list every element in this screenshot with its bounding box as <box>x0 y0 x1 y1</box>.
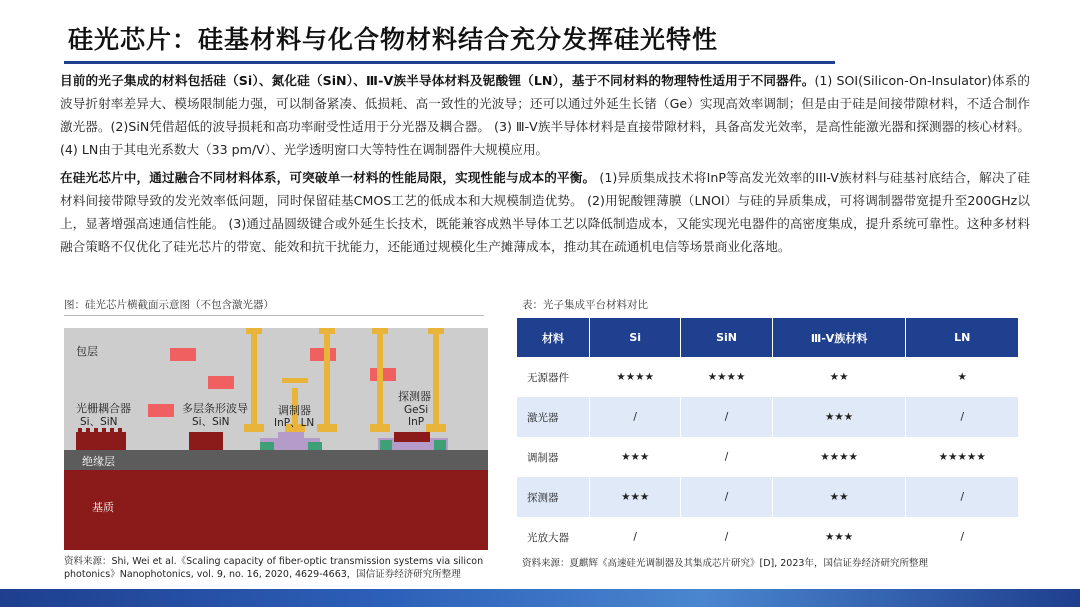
table-cell: ★★ <box>773 357 907 397</box>
silicon-photonic-cross-section-diagram <box>64 328 488 550</box>
table-header-cell: LN <box>906 318 1019 357</box>
table-cell: 光放大器 <box>517 517 590 557</box>
table-header-cell: 材料 <box>517 318 590 357</box>
modulator-rib <box>278 432 304 438</box>
table-cell: / <box>681 517 772 557</box>
table-caption: 表：光子集成平台材料对比 <box>522 299 648 311</box>
label-modulator: 调制器 <box>278 404 311 417</box>
table-header-cell: SiN <box>681 318 772 357</box>
waveguide-block <box>148 404 174 417</box>
modulator-contact-pad <box>308 442 322 450</box>
table-cell: / <box>906 517 1019 557</box>
label-multilayer-waveguide-material: Si、SiN <box>192 416 230 428</box>
table-cell: / <box>590 397 681 437</box>
label-insulator: 绝缘层 <box>82 455 115 468</box>
table-cell: / <box>590 517 681 557</box>
table-cell: / <box>681 397 772 437</box>
page-title: 硅光芯片：硅基材料与化合物材料结合充分发挥硅光特性 <box>68 25 719 54</box>
table-cell: / <box>681 477 772 517</box>
label-detector: 探测器 <box>398 390 431 403</box>
table-cell: ★★★ <box>773 517 907 557</box>
label-grating-coupler-material: Si、SiN <box>80 416 118 428</box>
figure-source: 资料来源：Shi, Wei et al.《Scaling capacity of fiber-optic transmission systems via silicon photonics》Nanophotonics, vol. 9, no. 16, 2020, 4629-4663，国信证券经济研究所整理 <box>64 556 484 580</box>
label-detector-material-1: GeSi <box>404 404 429 416</box>
table-cell: 激光器 <box>517 397 590 437</box>
fusion-body: (1)异质集成技术将InP等高发光效率的III-V族材料与硅基衬底结合，解决了硅材料间接带隙导致的发光效率低问题，同时保留硅基CMOS工艺的低成本和大规模制造优势。 (2)用铌酸锂薄膜（LNOI）与硅的异质集成，可将调制器带宽提升至200GHz以上，显著增强高速通信性能。 (3)通过晶圆级键合或外延生长技术，既能兼容成熟半导体工艺以降低制造成本，又能实现光电器件的高密度集成，提升系统可靠性。这种多材料融合策略不仅优化了硅光芯片的带宽、能效和抗干扰能力，还能通过规模化生产摊薄成本，推动其在疏通机电信等场景商业化落地。 <box>60 170 1030 254</box>
waveguide-block <box>208 376 234 389</box>
table-cell: ★★★★ <box>590 357 681 397</box>
table-cell: ★★★ <box>773 397 907 437</box>
table-cell: ★ <box>906 357 1019 397</box>
table-row <box>517 477 1019 517</box>
multilayer-waveguide-core <box>189 432 223 450</box>
table-cell: / <box>681 437 772 477</box>
table-cell: ★★★ <box>590 477 681 517</box>
table-cell: 探测器 <box>517 477 590 517</box>
detector-contact-pad <box>434 440 446 450</box>
intro-lead: 目前的光子集成的材料包括硅（Si）、氮化硅（SiN）、Ⅲ-Ⅴ族半导体材料及铌酸锂（LN），基于不同材料的物理特性适用于不同器件。 <box>60 73 815 88</box>
waveguide-block <box>170 348 196 361</box>
table-row <box>517 517 1019 557</box>
table-cell: 无源器件 <box>517 357 590 397</box>
material-comparison-table <box>517 318 1019 557</box>
table-cell: ★★★ <box>590 437 681 477</box>
table-cell: ★★ <box>773 477 907 517</box>
intro-body: (1) SOI(Silicon-On-Insulator)体系的波导折射率差异大、模场限制能力强，可以制备紧凑、低损耗、高一致性的光波导；还可以通过外延生长锗（Ge）实现高效率调制；但是由于硅是间接带隙材料，不适合制作激光器。(2)SiN凭借超低的波导损耗和高功率耐受性适用于分光器及耦合器。 (3) Ⅲ-Ⅴ族半导体材料是直接带隙材料，具备高发光效率，是高性能激光器和探测器的核心材料。 (4) LN由于其电光系数大（33 pm/V）、光学透明窗口大等特性在调制器件大规模应用。 <box>60 73 1030 157</box>
modulator-contact-pad <box>260 442 274 450</box>
label-grating-coupler: 光栅耦合器 <box>76 402 131 415</box>
label-multilayer-waveguide: 多层条形波导 <box>182 402 248 415</box>
table-row <box>517 397 1019 437</box>
table-row <box>517 437 1019 477</box>
label-modulator-material: InP、LN <box>274 417 315 429</box>
label-detector-material-2: InP <box>408 416 425 428</box>
cladding-layer <box>64 328 488 450</box>
table-cell: ★★★★ <box>681 357 772 397</box>
label-substrate: 基质 <box>92 501 114 514</box>
table-cell: 调制器 <box>517 437 590 477</box>
intro-paragraph <box>60 69 1030 161</box>
table-cell: ★★★★★ <box>906 437 1019 477</box>
table-header-row <box>517 318 1019 357</box>
detector-absorber <box>394 432 430 442</box>
fusion-paragraph <box>60 166 1030 258</box>
table-source: 资料来源：夏麒辉《高速硅光调制器及其集成芯片研究》[D], 2023年，国信证券经济研究所整理 <box>522 558 928 569</box>
substrate-layer <box>64 470 488 550</box>
table-row <box>517 357 1019 397</box>
footer-bar <box>0 589 1080 607</box>
insulator-layer <box>64 450 488 470</box>
fusion-lead: 在硅光芯片中，通过融合不同材料体系，可突破单一材料的性能局限，实现性能与成本的平衡。 <box>60 170 596 185</box>
table-cell: / <box>906 397 1019 437</box>
table-cell: / <box>906 477 1019 517</box>
table-header-cell: Ⅲ-Ⅴ族材料 <box>773 318 907 357</box>
table-header-cell: Si <box>590 318 681 357</box>
waveguide-block <box>310 348 336 361</box>
figure-caption: 图：硅光芯片横截面示意图（不包含激光器） <box>64 297 484 316</box>
label-cladding: 包层 <box>76 345 98 358</box>
title-underline <box>64 61 835 64</box>
detector-contact-pad <box>380 440 392 450</box>
table-cell: ★★★★ <box>773 437 907 477</box>
